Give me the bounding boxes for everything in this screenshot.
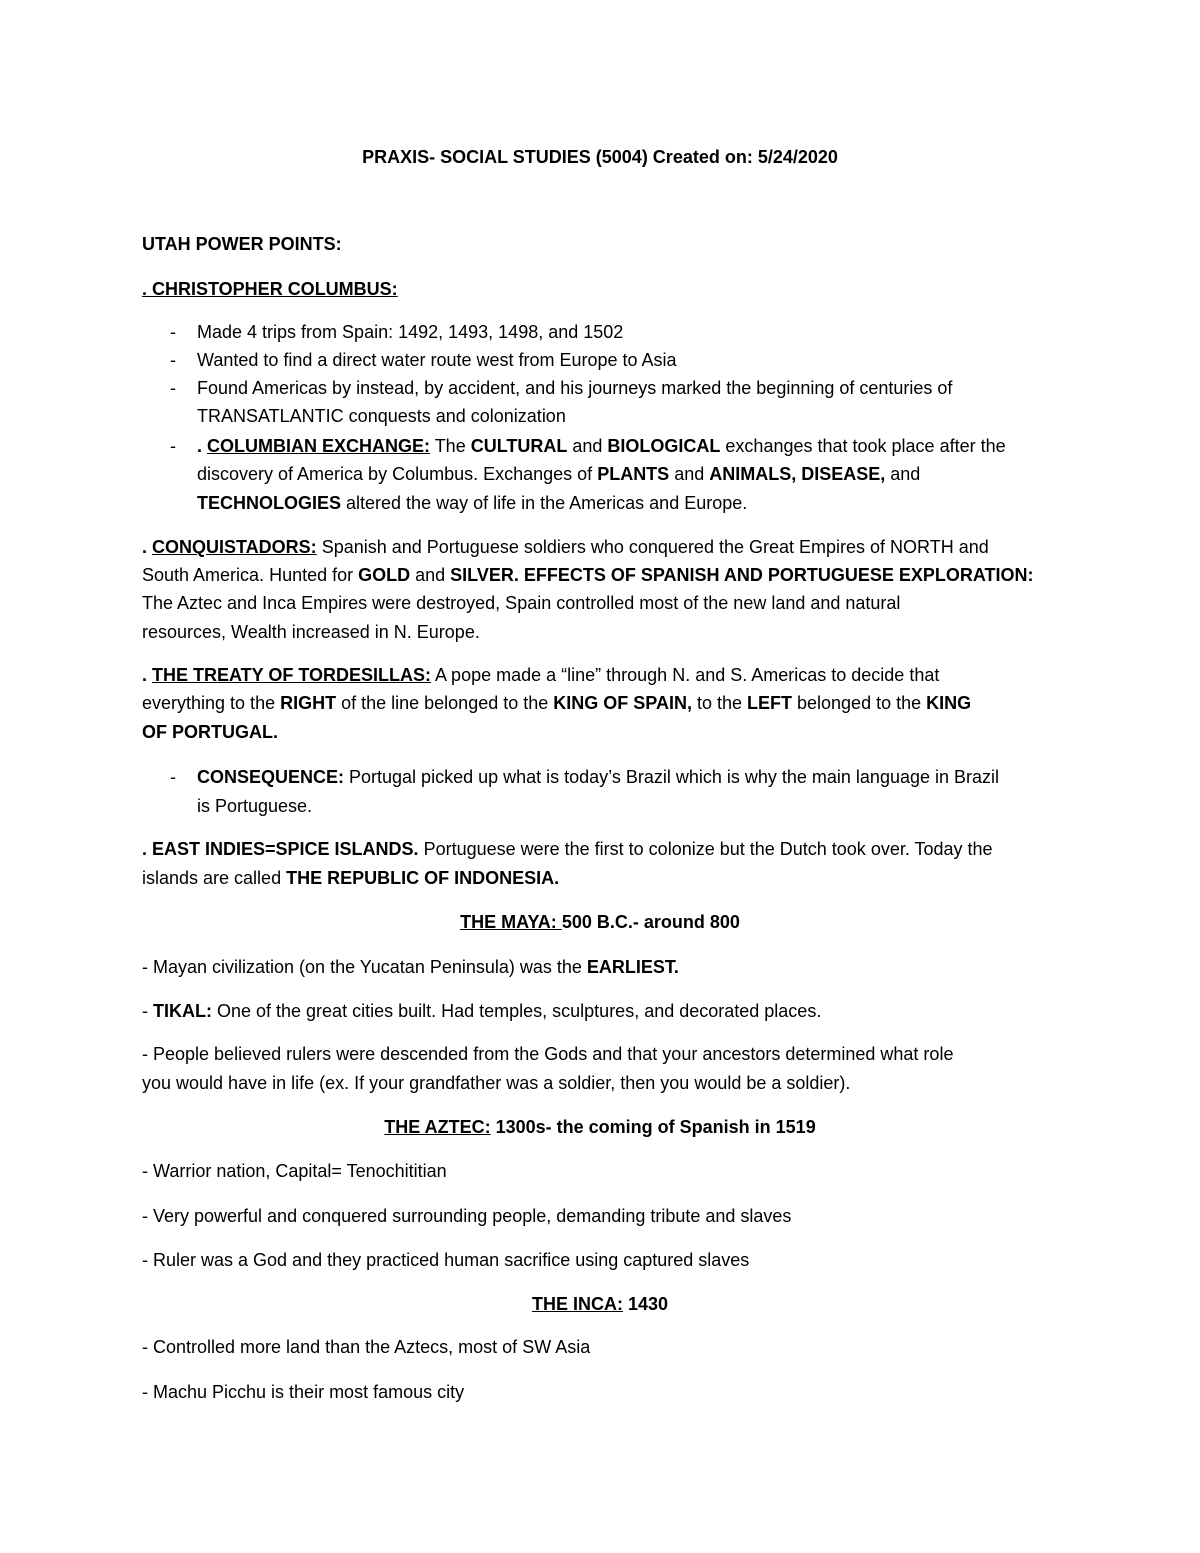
dot: . [142, 665, 153, 685]
conquistadors-label: CONQUISTADORS: [152, 537, 317, 557]
columbian-exchange-line-1 [197, 434, 1006, 458]
inca-heading [142, 1292, 1058, 1316]
term-king: KING [926, 693, 972, 713]
text: belonged to the [792, 693, 927, 713]
inca-bullet-1: - Controlled more land than the Aztecs, most of SW Asia [142, 1337, 591, 1357]
treaty-line-1 [142, 663, 939, 687]
dot: . [197, 436, 208, 456]
term-left: LEFT [747, 693, 792, 713]
text: exchanges that took place after the [720, 436, 1006, 456]
term-gold: GOLD [358, 565, 411, 585]
east-indies-label: . EAST INDIES=SPICE ISLANDS. [142, 839, 419, 859]
term-right: RIGHT [280, 693, 337, 713]
dash-marker: - [170, 350, 176, 370]
columbus-bullet-3-line-1: Found Americas by instead, by accident, and his journeys marked the beginning of centuries of [197, 378, 953, 398]
dash-marker: - [170, 436, 176, 456]
text: Portugal picked up what is today’s Brazil which is why the main language in Brazil [344, 767, 1000, 787]
columbus-bullet-3-line-2: TRANSATLANTIC conquests and colonization [197, 406, 566, 426]
aztec-bullet-2: - Very powerful and conquered surrounding people, demanding tribute and slaves [142, 1206, 792, 1226]
treaty-line-2 [142, 691, 971, 715]
term-cultural: CULTURAL [470, 436, 568, 456]
text: and [885, 464, 921, 484]
term-silver-effects: SILVER. EFFECTS OF SPANISH AND PORTUGUESE EXPLORATION: [450, 565, 1034, 585]
columbus-heading: . CHRISTOPHER COLUMBUS: [142, 279, 398, 299]
dash-marker: - [170, 767, 176, 787]
term-technologies: TECHNOLOGIES [197, 493, 342, 513]
inca-dates: 1430 [622, 1294, 669, 1314]
text: of the line belonged to the [336, 693, 554, 713]
maya-dates: 500 B.C.- around 800 [561, 912, 740, 932]
columbian-exchange-line-2 [197, 462, 920, 486]
dot: . [142, 537, 153, 557]
document-title: PRAXIS- SOCIAL STUDIES (5004) Created on: 5/24/2020 [362, 147, 838, 167]
aztec-dates: 1300s- the coming of Spanish in 1519 [490, 1117, 816, 1137]
treaty-label: THE TREATY OF TORDESILLAS: [152, 665, 432, 685]
consequence-line-2: is Portuguese. [197, 796, 313, 816]
term-indonesia: THE REPUBLIC OF INDONESIA. [286, 868, 560, 888]
section-subtitle: UTAH POWER POINTS: [142, 234, 342, 254]
conquistadors-line-2 [142, 563, 1034, 587]
term-biological: BIOLOGICAL [607, 436, 721, 456]
text: and [410, 565, 451, 585]
aztec-bullet-3: - Ruler was a God and they practiced human sacrifice using captured slaves [142, 1250, 750, 1270]
maya-label: THE MAYA: [460, 912, 562, 932]
text: Portuguese were the first to colonize but the Dutch took over. Today the [418, 839, 993, 859]
term-animals: ANIMALS, DISEASE, [709, 464, 886, 484]
text: The [430, 436, 471, 456]
maya-bullet-3-line-1: - People believed rulers were descended from the Gods and that your ancestors determined what role [142, 1044, 954, 1064]
text: Spanish and Portuguese soldiers who conquered the Great Empires of NORTH and [316, 537, 989, 557]
conquistadors-line-1 [142, 535, 989, 559]
maya-bullet-3-line-2: you would have in life (ex. If your grandfather was a soldier, then you would be a soldier). [142, 1073, 851, 1093]
dash-marker: - [170, 322, 176, 342]
text: discovery of America by Columbus. Exchanges of [197, 464, 598, 484]
text: and [669, 464, 710, 484]
term-plants: PLANTS [597, 464, 670, 484]
text: - Mayan civilization (on the Yucatan Peninsula) was the [142, 957, 587, 977]
term-earliest: EARLIEST. [586, 957, 679, 977]
conquistadors-line-3: The Aztec and Inca Empires were destroyed, Spain controlled most of the new land and natural [142, 593, 901, 613]
term-tikal: TIKAL: [153, 1001, 212, 1021]
text: A pope made a “line” through N. and S. Americas to decide that [431, 665, 940, 685]
conquistadors-line-4: resources, Wealth increased in N. Europe. [142, 622, 480, 642]
text: South America. Hunted for [142, 565, 359, 585]
maya-bullet-2 [142, 999, 821, 1023]
maya-heading [142, 910, 1058, 934]
aztec-bullet-1: - Warrior nation, Capital= Tenochititian [142, 1161, 447, 1181]
maya-bullet-1 [142, 955, 679, 979]
text: and [567, 436, 608, 456]
inca-bullet-2: - Machu Picchu is their most famous city [142, 1382, 465, 1402]
columbian-exchange-line-3 [197, 491, 747, 515]
east-indies-line-2 [142, 866, 559, 890]
aztec-heading [142, 1115, 1058, 1139]
consequence-label: CONSEQUENCE: [197, 767, 345, 787]
dash-marker: - [170, 378, 176, 398]
columbus-bullet-1: Made 4 trips from Spain: 1492, 1493, 1498, and 1502 [197, 322, 624, 342]
columbian-exchange-label: COLUMBIAN EXCHANGE: [207, 436, 431, 456]
east-indies-line-1 [142, 837, 993, 861]
consequence-line-1 [197, 765, 999, 789]
aztec-label: THE AZTEC: [384, 1117, 491, 1137]
text: to the [691, 693, 747, 713]
columbus-bullet-2: Wanted to find a direct water route west from Europe to Asia [197, 350, 677, 370]
text: everything to the [142, 693, 281, 713]
inca-label: THE INCA: [531, 1294, 623, 1314]
text: islands are called [142, 868, 287, 888]
text: One of the great cities built. Had temples, sculptures, and decorated places. [211, 1001, 822, 1021]
treaty-line-3: OF PORTUGAL. [142, 722, 278, 742]
term-king-of-spain: KING OF SPAIN, [553, 693, 692, 713]
text: - [142, 1001, 153, 1021]
text: altered the way of life in the Americas and Europe. [341, 493, 748, 513]
